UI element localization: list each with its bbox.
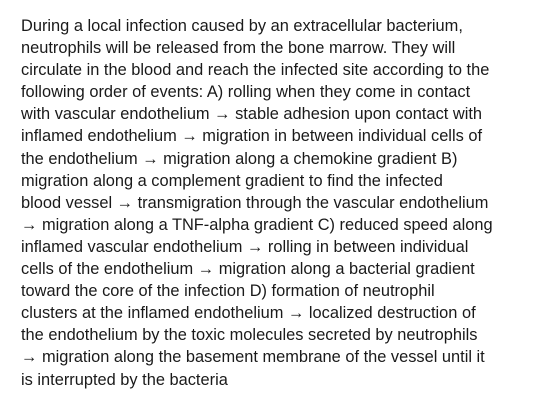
question-text	[21, 15, 551, 391]
question-line: clusters at the inflamed endothelium → localized destruction of	[21, 304, 476, 323]
question-line: following order of events: A) rolling when they come in contact	[21, 83, 471, 102]
question-line: → migration along the basement membrane of the vessel until it	[21, 348, 485, 367]
question-line: inflamed vascular endothelium → rolling in between individual	[21, 237, 469, 256]
question-line: blood vessel → transmigration through the vascular endothelium	[21, 193, 489, 212]
question-line: → migration along a TNF-alpha gradient C) reduced speed along	[21, 215, 493, 234]
question-line: circulate in the blood and reach the infected site according to the	[21, 61, 490, 80]
question-line: inflamed endothelium → migration in between individual cells of	[21, 127, 483, 146]
question-line: cells of the endothelium → migration along a bacterial gradient	[21, 260, 475, 279]
question-line: the endothelium by the toxic molecules secreted by neutrophils	[21, 326, 478, 345]
question-line: the endothelium → migration along a chemokine gradient B)	[21, 149, 458, 168]
question-line: migration along a complement gradient to find the infected	[21, 171, 443, 190]
question-line: neutrophils will be released from the bone marrow. They will	[21, 39, 456, 58]
question-line: is interrupted by the bacteria	[21, 370, 228, 389]
question-line: During a local infection caused by an extracellular bacterium,	[21, 17, 463, 35]
question-line: with vascular endothelium → stable adhesion upon contact with	[21, 105, 483, 124]
question-line: toward the core of the infection D) formation of neutrophil	[21, 282, 435, 301]
